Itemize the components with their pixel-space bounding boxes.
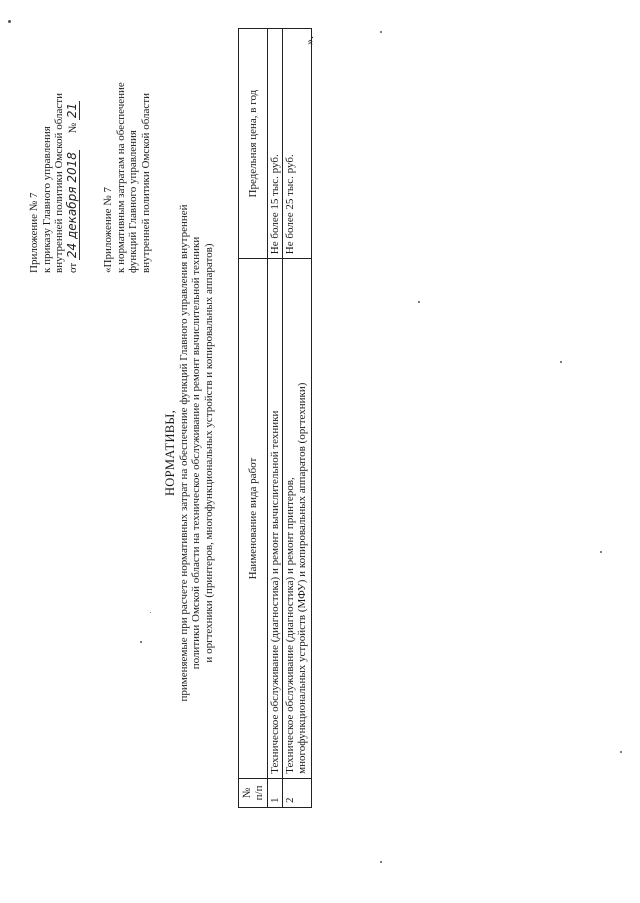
scan-speck [600,551,602,553]
document-heading [164,153,215,753]
scan-speck [560,361,562,363]
heading-line-1: применяемые при расчете нормативных затрат на обеспечение функций Главного управления внутренней [177,204,190,702]
row-number: 1 [268,778,283,807]
appendix-quote-line-2: к нормативным затратам на обеспечение [114,82,127,273]
work-line: Техническое обслуживание (диагностика) и ремонт вычислительной техники [269,410,281,774]
work-line: многофункциональных устройств (МФУ) и копировальных аппаратов (оргтехники) [296,382,308,774]
order-number-label: № [66,122,79,134]
appendix-order-line: к приказу Главного управления [40,126,53,273]
row-number: 2 [283,778,312,807]
header-number: № п/п [239,778,268,807]
handwritten-order-number: 21 [64,102,79,119]
norms-table [238,28,312,808]
table-row [283,29,312,808]
row-price: Не более 15 тыс. руб. [268,29,283,259]
work-line: Техническое обслуживание (диагностика) и ремонт принтеров, [284,477,296,774]
scan-speck [8,20,11,23]
scan-speck [620,751,622,753]
appendix-header [28,93,79,273]
appendix-date-line [66,93,80,273]
heading-line-3: и оргтехники (принтеров, многофункциональных устройств и копировальных аппаратов) [202,243,215,663]
scan-speck [140,641,142,643]
appendix-quote-title: «Приложение № 7 [102,186,114,273]
appendix-quote-block [102,82,152,273]
document-title: НОРМАТИВЫ, [163,409,177,497]
row-price: Не более 25 тыс. руб. [283,29,312,259]
scan-speck [150,612,151,613]
handwritten-date: 24 декабря 2018 [64,152,79,259]
header-price: Предельная цена, в год [239,29,268,259]
scan-speck [418,301,420,303]
scan-speck [380,31,382,33]
scan-speck [380,861,382,863]
header-work-type: Наименование вида работ [239,259,268,779]
heading-line-2: политики Омской области на техническое обслуживание и ремонт вычислительной техники [190,236,202,670]
appendix-authority-line: внутренней политики Омской области [53,93,65,273]
row-work-type [268,259,283,779]
table-row [268,29,283,808]
table-header-row [239,29,268,808]
appendix-title: Приложение № 7 [28,192,40,273]
closing-quote: ». [302,36,316,45]
appendix-quote-line-4: внутренней политики Омской области [139,93,152,273]
appendix-quote-line-3: функций Главного управления [127,130,139,273]
row-work-type [283,259,312,779]
date-prefix: от [66,262,79,273]
